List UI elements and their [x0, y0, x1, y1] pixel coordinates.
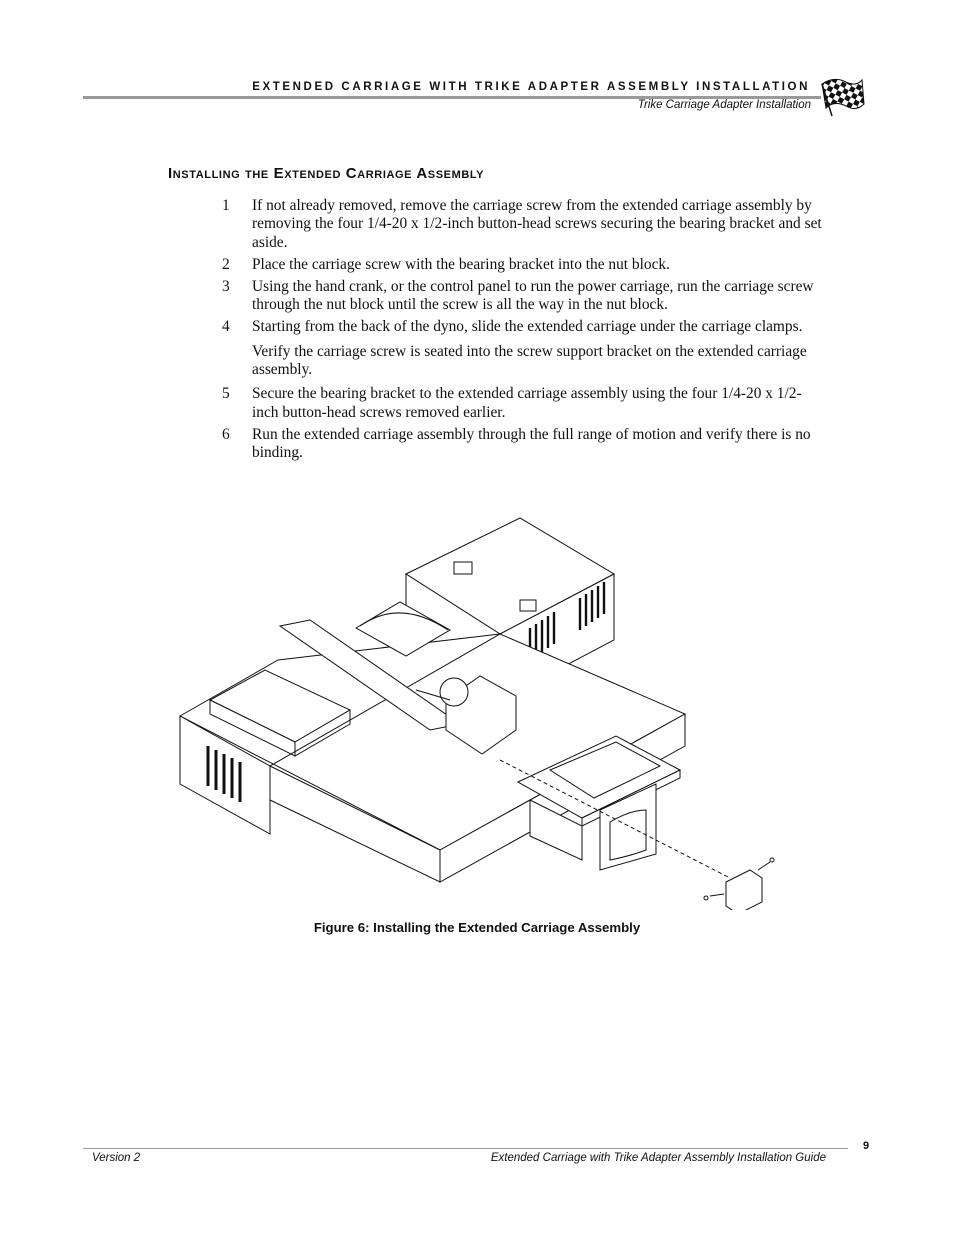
step-item [222, 385, 822, 422]
step-item [222, 197, 822, 252]
step-text: If not already removed, remove the carriage screw from the extended carriage assembly by removing the four 1/4-20 x 1/2-inch button-head screws securing the bearing bracket and set aside. [252, 197, 822, 251]
step-number: 2 [222, 255, 230, 273]
extended-carriage-illustration [170, 510, 790, 910]
step-number: 5 [222, 385, 230, 403]
header-title: EXTENDED CARRIAGE WITH TRIKE ADAPTER ASSEMBLY INSTALLATION [252, 81, 810, 93]
page-number: 9 [863, 1140, 870, 1152]
step-item [222, 426, 822, 463]
step-text: Run the extended carriage assembly through the full range of motion and verify there is no binding. [252, 425, 811, 462]
checkered-flag-icon [818, 74, 866, 118]
step-text: Starting from the back of the dyno, slide the extended carriage under the carriage clamps. [252, 318, 803, 336]
step-item [222, 318, 822, 336]
step-text: Secure the bearing bracket to the extended carriage assembly using the four 1/4-20 x 1/2-inch button-head screws removed earlier. [252, 385, 802, 421]
step-number: 1 [222, 197, 230, 214]
step-item [222, 256, 822, 274]
installation-steps [222, 197, 822, 466]
footer-version: Version 2 [92, 1152, 141, 1164]
step-number: 3 [222, 277, 230, 295]
figure-caption: Figure 6: Installing the Extended Carriage Assembly [313, 920, 641, 935]
step-number: 6 [222, 425, 230, 443]
footer-guide-title: Extended Carriage with Trike Adapter Assembly Installation Guide [490, 1152, 826, 1164]
section-heading: Installing the Extended Carriage Assembly [168, 165, 485, 182]
step-number: 4 [222, 318, 230, 336]
footer-rule [83, 1148, 848, 1149]
bearing-bracket [704, 858, 774, 910]
step-text: Using the hand crank, or the control panel to run the power carriage, run the carriage screw through the nut block until the screw is all the way in the nut block. [252, 277, 814, 314]
header-subtitle: Trike Carriage Adapter Installation [637, 99, 811, 111]
step-item [222, 278, 822, 315]
step-text: Place the carriage screw with the bearing bracket into the nut block. [252, 255, 670, 273]
step-note: Verify the carriage screw is seated into the screw support bracket on the extended carriage assembly. [252, 342, 807, 379]
